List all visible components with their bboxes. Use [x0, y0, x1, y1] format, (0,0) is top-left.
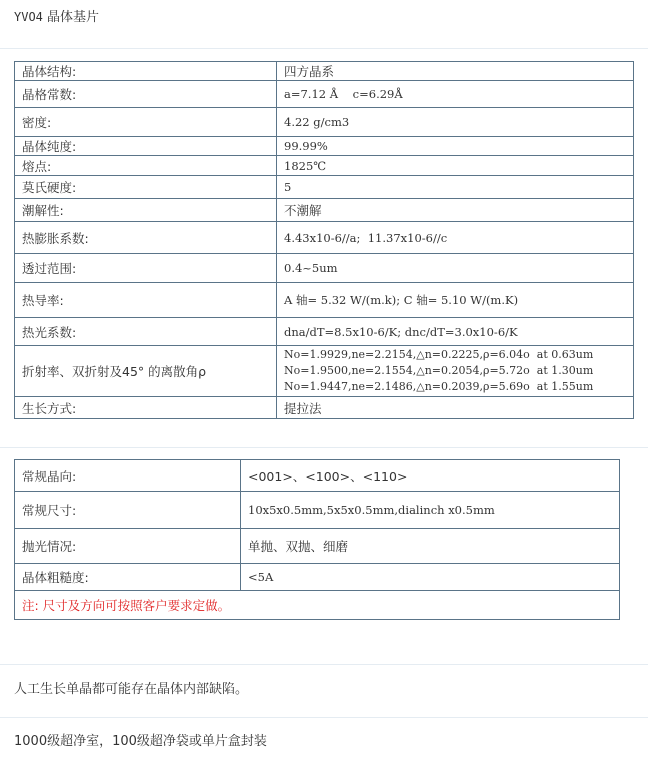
property-label: 热导率: [15, 283, 277, 318]
table-row [15, 346, 634, 397]
table-row [15, 529, 620, 564]
substrate-label: 常规晶向: [15, 460, 241, 492]
substrate-value: <5A [241, 564, 620, 591]
property-label: 晶体纯度: [15, 137, 277, 156]
property-label: 莫氏硬度: [15, 176, 277, 199]
title-code: YVO4 [14, 10, 43, 24]
divider [0, 664, 648, 665]
refraction-line: No=1.9500,ne=2.1554,△n=0.2054,ρ=5.72o at 1.30um [284, 364, 594, 377]
property-label: 潮解性: [15, 199, 277, 222]
divider [0, 717, 648, 718]
property-label: 熔点: [15, 156, 277, 176]
table-row [15, 108, 634, 137]
divider [0, 48, 648, 49]
property-label: 晶体结构: [15, 62, 277, 81]
property-value [277, 346, 634, 397]
property-value: 1825℃ [277, 156, 634, 176]
table-row [15, 397, 634, 419]
property-value: 不潮解 [277, 199, 634, 222]
table-row [15, 222, 634, 254]
property-label: 生长方式: [15, 397, 277, 419]
table-row [15, 254, 634, 283]
property-label: 密度: [15, 108, 277, 137]
substrate-table [14, 459, 620, 620]
table-row [15, 591, 620, 620]
packaging-note: 1000级超净室，100级超净袋或单片盒封装 [14, 734, 267, 749]
refraction-line: No=1.9929,ne=2.2154,△n=0.2225,ρ=6.04o at 0.63um [284, 348, 594, 361]
table-row [15, 564, 620, 591]
property-value: 0.4~5um [277, 254, 634, 283]
property-value: 99.99% [277, 137, 634, 156]
table-row [15, 176, 634, 199]
table-row [15, 492, 620, 529]
properties-table [14, 61, 634, 419]
divider [0, 447, 648, 448]
substrate-value: 单抛、双抛、细磨 [241, 529, 620, 564]
custom-note: 注: 尺寸及方向可按照客户要求定做。 [15, 591, 620, 620]
refraction-line: No=1.9447,ne=2.1486,△n=0.2039,ρ=5.69o at 1.55um [284, 380, 594, 393]
table-row [15, 283, 634, 318]
property-value: 4.22 g/cm3 [277, 108, 634, 137]
table-row [15, 137, 634, 156]
title-text: 晶体基片 [47, 10, 100, 25]
property-value: a=7.12 Å c=6.29Å [277, 81, 634, 108]
page-title [14, 6, 99, 25]
defect-note: 人工生长单晶都可能存在晶体内部缺陷。 [14, 682, 249, 697]
property-value: dna/dT=8.5x10-6/K; dnc/dT=3.0x10-6/K [277, 318, 634, 346]
table-row [15, 62, 634, 81]
table-row [15, 199, 634, 222]
property-value: 提拉法 [277, 397, 634, 419]
table-row [15, 460, 620, 492]
property-label: 透过范围: [15, 254, 277, 283]
property-value: 4.43x10-6//a; 11.37x10-6//c [277, 222, 634, 254]
property-value: 5 [277, 176, 634, 199]
property-label: 热光系数: [15, 318, 277, 346]
table-row [15, 318, 634, 346]
property-value: A 轴= 5.32 W/(m.k); C 轴= 5.10 W/(m.K) [277, 283, 634, 318]
property-label: 折射率、双折射及45° 的离散角ρ [15, 346, 277, 397]
property-label: 晶格常数: [15, 81, 277, 108]
substrate-label: 抛光情况: [15, 529, 241, 564]
property-value: 四方晶系 [277, 62, 634, 81]
substrate-value: <001>、<100>、<110> [241, 460, 620, 492]
table-row [15, 81, 634, 108]
property-label: 热膨胀系数: [15, 222, 277, 254]
table-row [15, 156, 634, 176]
substrate-value: 10x5x0.5mm,5x5x0.5mm,dialinch x0.5mm [241, 492, 620, 529]
substrate-label: 晶体粗糙度: [15, 564, 241, 591]
substrate-label: 常规尺寸: [15, 492, 241, 529]
